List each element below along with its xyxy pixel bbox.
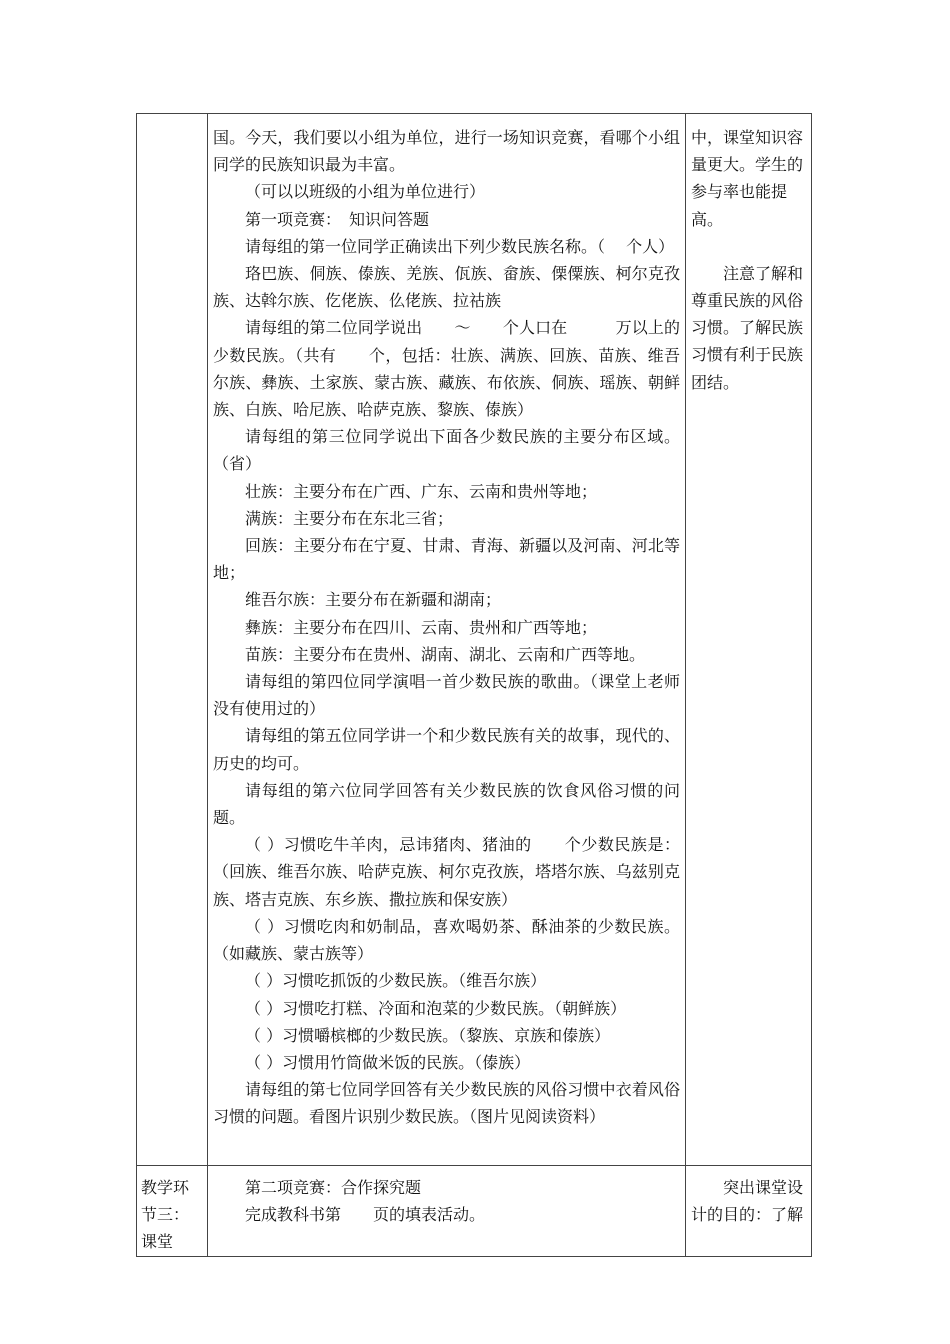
paragraph: 中，课堂知识容量更大。学生的参与率也能提高。 (691, 128, 804, 229)
paragraph: 突出课堂设计的目的：了解 (691, 1178, 804, 1225)
paragraph: 请每组的第七位同学回答有关少数民族的风俗习惯中衣着风俗习惯的问题。看图片识别少数民族。（图片见阅读资料） (213, 1080, 680, 1127)
paragraph: 请每组的第五位同学讲一个和少数民族有关的故事，现代的、历史的均可。 (213, 726, 680, 773)
paragraph: 请每组的第四位同学演唱一首少数民族的歌曲。（课堂上老师没有使用过的） (213, 672, 680, 719)
paragraph: 第一项竞赛： 知识问答题 (245, 209, 430, 229)
paragraph: 请每组的第六位同学回答有关少数民族的饮食风俗习惯的问题。 (213, 780, 680, 828)
paragraph: （可以以班级的小组为单位进行） (245, 182, 486, 202)
paragraph: 注意了解和尊重民族的风俗习惯。了解民族习惯有利于民族团结。 (691, 263, 804, 392)
paragraph: （ ）习惯用竹筒做米饭的民族。（傣族） (245, 1052, 531, 1072)
paragraph: 第二项竞赛：合作探究题 (245, 1178, 422, 1197)
paragraph: （ ）习惯吃抓饭的少数民族。（维吾尔族） (245, 971, 547, 991)
paragraph: 请每组的第一位同学正确读出下列少数民族名称。（ 个人） (245, 236, 675, 256)
design-intent-text (686, 114, 811, 396)
activity-text (208, 1166, 685, 1228)
stage-cell (137, 114, 208, 1166)
stage-text: 教学环节三：课堂 (141, 1178, 190, 1252)
paragraph: 维吾尔族：主要分布在新疆和湖南； (245, 590, 502, 610)
paragraph: 国。今天，我们要以小组为单位，进行一场知识竞赛，看哪个小组同学的民族知识最为丰富。 (213, 128, 680, 175)
paragraph: （ ）习惯吃肉和奶制品，喜欢喝奶茶、酥油茶的少数民族。（如藏族、蒙古族等） (213, 916, 680, 964)
paragraph: （ ）习惯吃打糕、冷面和泡菜的少数民族。（朝鲜族） (245, 998, 627, 1018)
design-intent-cell (686, 114, 812, 1166)
paragraph: 珞巴族、侗族、傣族、羌族、佤族、畲族、傈僳族、柯尔克孜族、达斡尔族、仡佬族、仫佬族、拉祜族 (213, 264, 680, 311)
paragraph: 回族：主要分布在宁夏、甘肃、青海、新疆以及河南、河北等地； (213, 536, 680, 583)
paragraph: （ ）习惯吃牛羊肉，忌讳猪肉、猪油的 个少数民族是：（回族、维吾尔族、哈萨克族、柯尔克孜族，塔塔尔族、乌兹别克族、塔吉克族、东乡族、撒拉族和保安族） (213, 835, 680, 909)
table-row (137, 114, 812, 1166)
activity-cell (208, 114, 686, 1166)
design-intent-cell (686, 1166, 812, 1257)
paragraph: 壮族：主要分布在广西、广东、云南和贵州等地； (245, 481, 598, 501)
paragraph: 请每组的第二位同学说出 ～ 个人口在 万以上的少数民族。（共有 个，包括：壮族、满族、回族、苗族、维吾尔族、彝族、土家族、蒙古族、藏族、布依族、侗族、瑶族、朝鲜族、白族、哈尼族、哈萨克族、黎族、傣族） (213, 318, 680, 420)
paragraph: （ ）习惯嚼槟榔的少数民族。（黎族、京族和傣族） (245, 1025, 611, 1045)
design-intent-text (686, 1166, 811, 1228)
lesson-plan-table (136, 113, 812, 1257)
activity-text (208, 114, 685, 1131)
activity-cell (208, 1166, 686, 1257)
paragraph: 彝族：主要分布在四川、云南、贵州和广西等地； (245, 617, 598, 637)
paragraph: 满族：主要分布在东北三省； (245, 508, 454, 528)
table-row (137, 1166, 812, 1257)
stage-cell (137, 1166, 208, 1257)
paragraph: 完成教科书第 页的填表活动。 (245, 1205, 486, 1225)
paragraph: 苗族：主要分布在贵州、湖南、湖北、云南和广西等地。 (245, 644, 646, 664)
paragraph: 请每组的第三位同学说出下面各少数民族的主要分布区域。（省） (213, 427, 680, 474)
paragraph (691, 233, 807, 260)
stage-text (137, 114, 207, 124)
